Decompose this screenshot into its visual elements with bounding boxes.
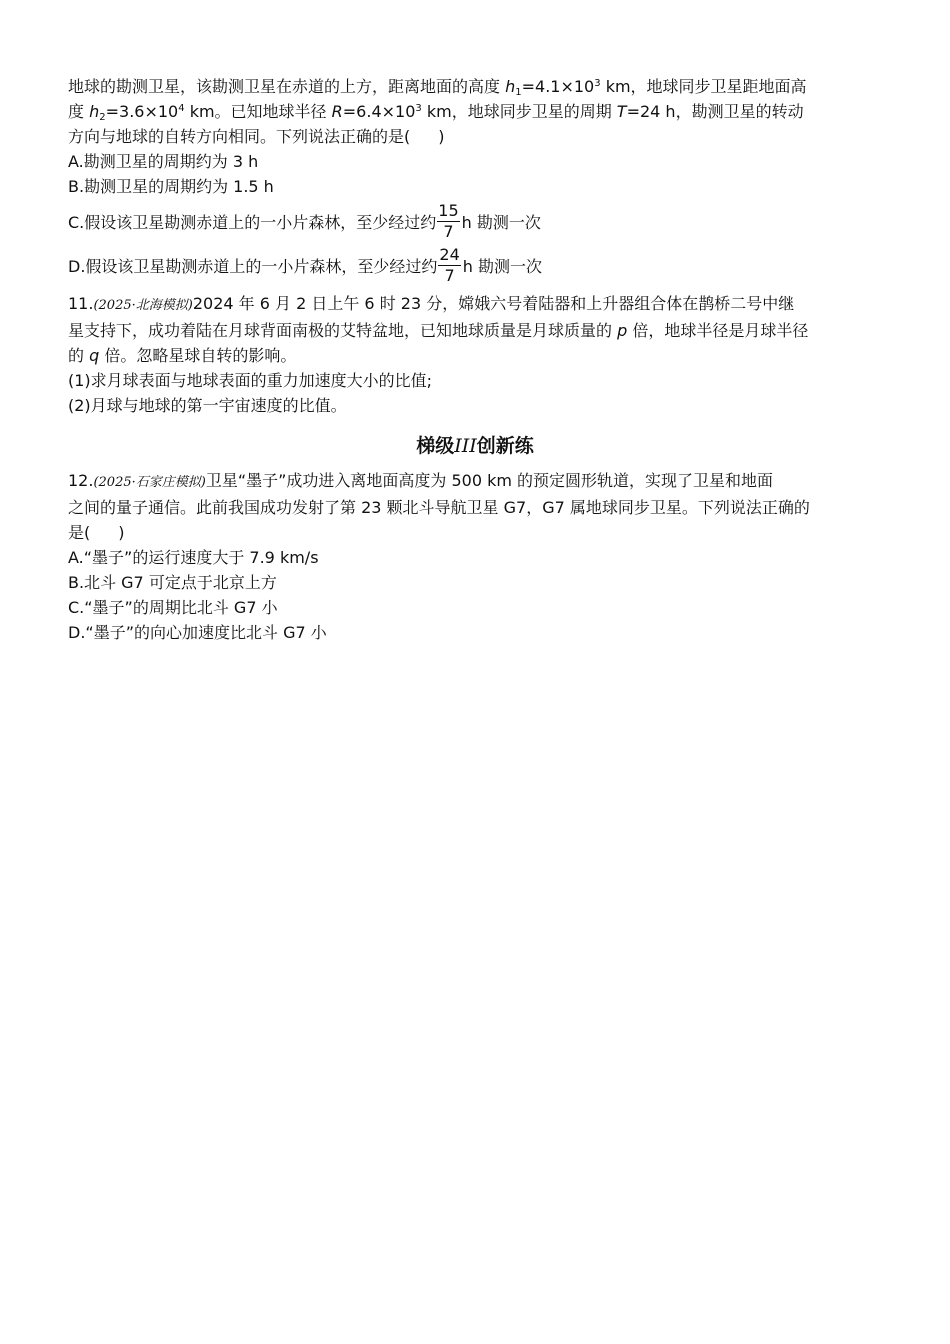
q12-stem-line-1: 12.(2025·石家庄模拟)卫星“墨子”成功进入离地面高度为 500 km 的预定圆形轨道，实现了卫星和地面 bbox=[68, 471, 774, 490]
question-12 bbox=[68, 468, 882, 645]
fraction-15-7: $\frac{15}{7}$ bbox=[438, 200, 459, 241]
question-number: 12. bbox=[68, 471, 94, 490]
q10-stem-line-1: 地球的勘测卫星，该勘测卫星在赤道的上方，距离地面的高度 $h_1=4.1\times 10^3$ km，地球同步卫星距地面高 bbox=[68, 77, 807, 98]
q11-part-1: (1)求月球表面与地球表面的重力加速度大小的比值; bbox=[68, 371, 433, 390]
question-10 bbox=[68, 74, 882, 287]
fraction-24-7: $\frac{24}{7}$ bbox=[439, 244, 460, 285]
q10-option-a: A.勘测卫星的周期约为 3 h bbox=[68, 152, 259, 171]
q12-option-a: A.“墨子”的运行速度大于 7.9 km/s bbox=[68, 548, 319, 567]
q10-option-b: B.勘测卫星的周期约为 1.5 h bbox=[68, 177, 274, 196]
question-source: (2025·石家庄模拟) bbox=[93, 475, 206, 490]
q12-stem-line-2: 之间的量子通信。此前我国成功发射了第 23 颗北斗导航卫星 G7，G7 属地球同步卫星。下列说法正确的 bbox=[68, 498, 810, 517]
q11-part-2: (2)月球与地球的第一宇宙速度的比值。 bbox=[68, 396, 347, 415]
q12-option-b: B.北斗 G7 可定点于北京上方 bbox=[68, 573, 277, 592]
q11-stem-line-2: 星支持下，成功着陆在月球背面南极的艾特盆地，已知地球质量是月球质量的 p 倍，地球半径是月球半径 bbox=[68, 321, 809, 340]
section-title: 梯级III创新练 bbox=[416, 435, 534, 457]
q12-option-d: D.“墨子”的向心加速度比北斗 G7 小 bbox=[68, 623, 327, 642]
q11-stem-line-1: 11.(2025·北海模拟)2024 年 6 月 2 日上午 6 时 23 分，嫦娥六号着陆器和上升器组合体在鹊桥二号中继 bbox=[68, 294, 795, 313]
page-content bbox=[68, 74, 882, 645]
q12-stem-line-3: 是( ) bbox=[68, 523, 125, 542]
q11-stem-line-3: 的 q 倍。忽略星球自转的影响。 bbox=[68, 346, 297, 365]
q10-option-c: C.假设该卫星勘测赤道上的一小片森林，至少经过约 $\frac{15}{7}$ h 勘测一次 bbox=[68, 200, 541, 241]
q10-stem-line-3: 方向与地球的自转方向相同。下列说法正确的是( ) bbox=[68, 127, 445, 146]
question-number: 11. bbox=[68, 294, 94, 313]
q12-option-c: C.“墨子”的周期比北斗 G7 小 bbox=[68, 598, 278, 617]
question-11 bbox=[68, 291, 882, 418]
q10-option-d: D.假设该卫星勘测赤道上的一小片森林，至少经过约 $\frac{24}{7}$ h 勘测一次 bbox=[68, 244, 543, 285]
question-source: (2025·北海模拟) bbox=[93, 298, 193, 313]
q10-stem-line-2: 度 $h_2=3.6\times 10^4$ km。已知地球半径 $R=6.4\times 10^3$ km，地球同步卫星的周期 T=24 h，勘测卫星的转动 bbox=[68, 102, 804, 123]
